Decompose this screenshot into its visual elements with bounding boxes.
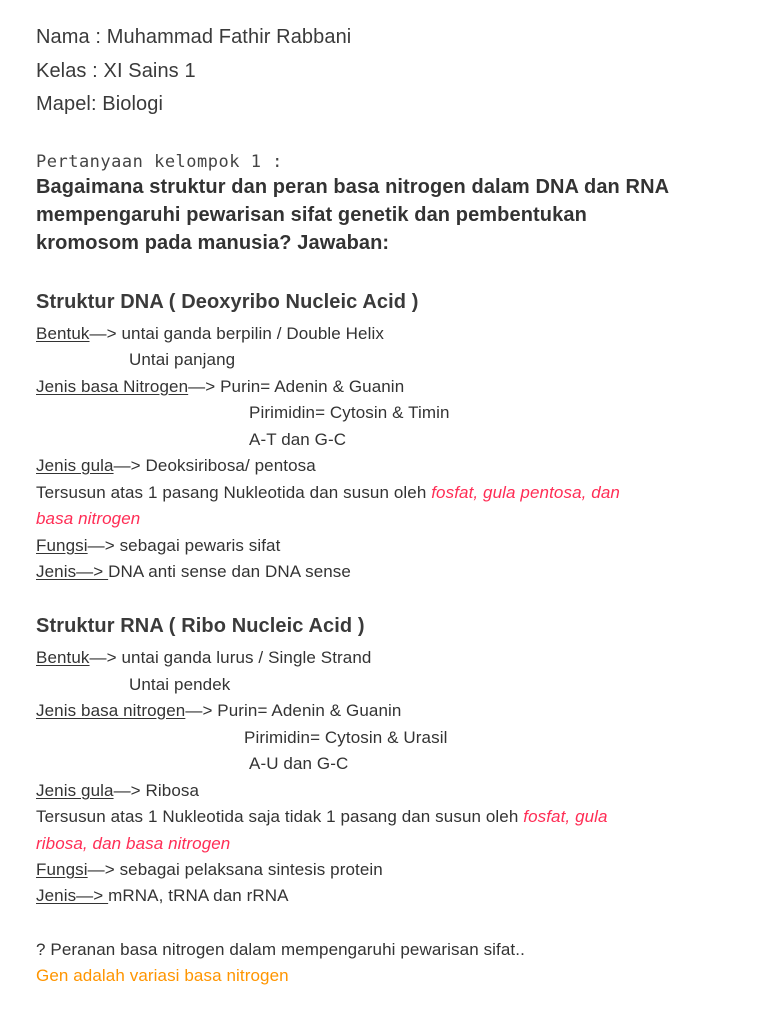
- rna-tersusun-highlight-2: ribosa, dan basa nitrogen: [36, 834, 231, 853]
- question-line-3: kromosom pada manusia? Jawaban:: [36, 232, 390, 254]
- dna-basa-label: Jenis basa Nitrogen: [36, 377, 189, 396]
- rna-pasangan: A-U dan G-C: [249, 754, 349, 773]
- peranan-question: ? Peranan basa nitrogen dalam mempengaruhi pewarisan sifat..: [36, 940, 525, 959]
- rna-gula-label: Jenis gula: [36, 781, 114, 800]
- rna-bentuk-value-2: Untai pendek: [129, 675, 231, 694]
- dna-fungsi-value: —> sebagai pewaris sifat: [87, 536, 281, 555]
- dna-jenis-label: Jenis—>: [36, 562, 109, 581]
- subject: Mapel: Biologi: [36, 93, 164, 115]
- dna-bentuk-row: [36, 324, 384, 344]
- student-class: Kelas : XI Sains 1: [36, 60, 196, 82]
- question-line-2: mempengaruhi pewarisan sifat genetik dan pembentukan: [36, 204, 587, 226]
- dna-bentuk-label: Bentuk: [36, 324, 90, 343]
- dna-gula-label: Jenis gula: [36, 456, 114, 475]
- dna-gula-row: [36, 456, 316, 476]
- student-name: Nama : Muhammad Fathir Rabbani: [36, 26, 352, 48]
- rna-tersusun-text: Tersusun atas 1 Nukleotida saja tidak 1 pasang dan susun oleh: [36, 807, 524, 826]
- rna-basa-label: Jenis basa nitrogen: [36, 701, 186, 720]
- rna-bentuk-value: —> untai ganda lurus / Single Strand: [89, 648, 372, 667]
- dna-bentuk-value: —> untai ganda berpilin / Double Helix: [89, 324, 384, 343]
- rna-jenis-row: [36, 886, 289, 906]
- rna-gula-row: [36, 781, 199, 801]
- rna-pirimidin: Pirimidin= Cytosin & Urasil: [244, 728, 448, 747]
- question-line-1: Bagaimana struktur dan peran basa nitrogen dalam DNA dan RNA: [36, 176, 670, 198]
- rna-bentuk-row: [36, 648, 371, 668]
- dna-jenis-row: [36, 562, 351, 582]
- rna-basa-value: —> Purin= Adenin & Guanin: [185, 701, 402, 720]
- question-label: Pertanyaan kelompok 1 :: [36, 152, 283, 172]
- dna-bentuk-value-2: Untai panjang: [129, 350, 236, 369]
- rna-bentuk-label: Bentuk: [36, 648, 90, 667]
- dna-fungsi-row: [36, 536, 280, 556]
- rna-jenis-value: mRNA, tRNA dan rRNA: [108, 886, 289, 905]
- rna-jenis-label: Jenis—>: [36, 886, 109, 905]
- rna-section-title: Struktur RNA ( Ribo Nucleic Acid ): [36, 615, 365, 637]
- rna-fungsi-value: —> sebagai pelaksana sintesis protein: [87, 860, 383, 879]
- dna-pirimidin: Pirimidin= Cytosin & Timin: [249, 403, 450, 422]
- dna-fungsi-label: Fungsi: [36, 536, 88, 555]
- rna-basa-row: [36, 701, 401, 721]
- dna-pasangan: A-T dan G-C: [249, 430, 347, 449]
- rna-fungsi-row: [36, 860, 383, 880]
- rna-gula-value: —> Ribosa: [113, 781, 200, 800]
- rna-tersusun-highlight-1: fosfat, gula: [523, 807, 608, 826]
- dna-section-title: Struktur DNA ( Deoxyribo Nucleic Acid ): [36, 291, 419, 313]
- rna-tersusun-row: [36, 807, 608, 827]
- dna-jenis-value: DNA anti sense dan DNA sense: [108, 562, 351, 581]
- dna-tersusun-text: Tersusun atas 1 pasang Nukleotida dan susun oleh: [36, 483, 432, 502]
- dna-gula-value: —> Deoksiribosa/ pentosa: [113, 456, 316, 475]
- dna-tersusun-highlight-2: basa nitrogen: [36, 509, 141, 528]
- dna-tersusun-highlight-1: fosfat, gula pentosa, dan: [431, 483, 620, 502]
- rna-fungsi-label: Fungsi: [36, 860, 88, 879]
- dna-basa-value: —> Purin= Adenin & Guanin: [188, 377, 405, 396]
- dna-tersusun-row: [36, 483, 620, 503]
- dna-basa-row: [36, 377, 404, 397]
- peranan-answer: Gen adalah variasi basa nitrogen: [36, 966, 289, 985]
